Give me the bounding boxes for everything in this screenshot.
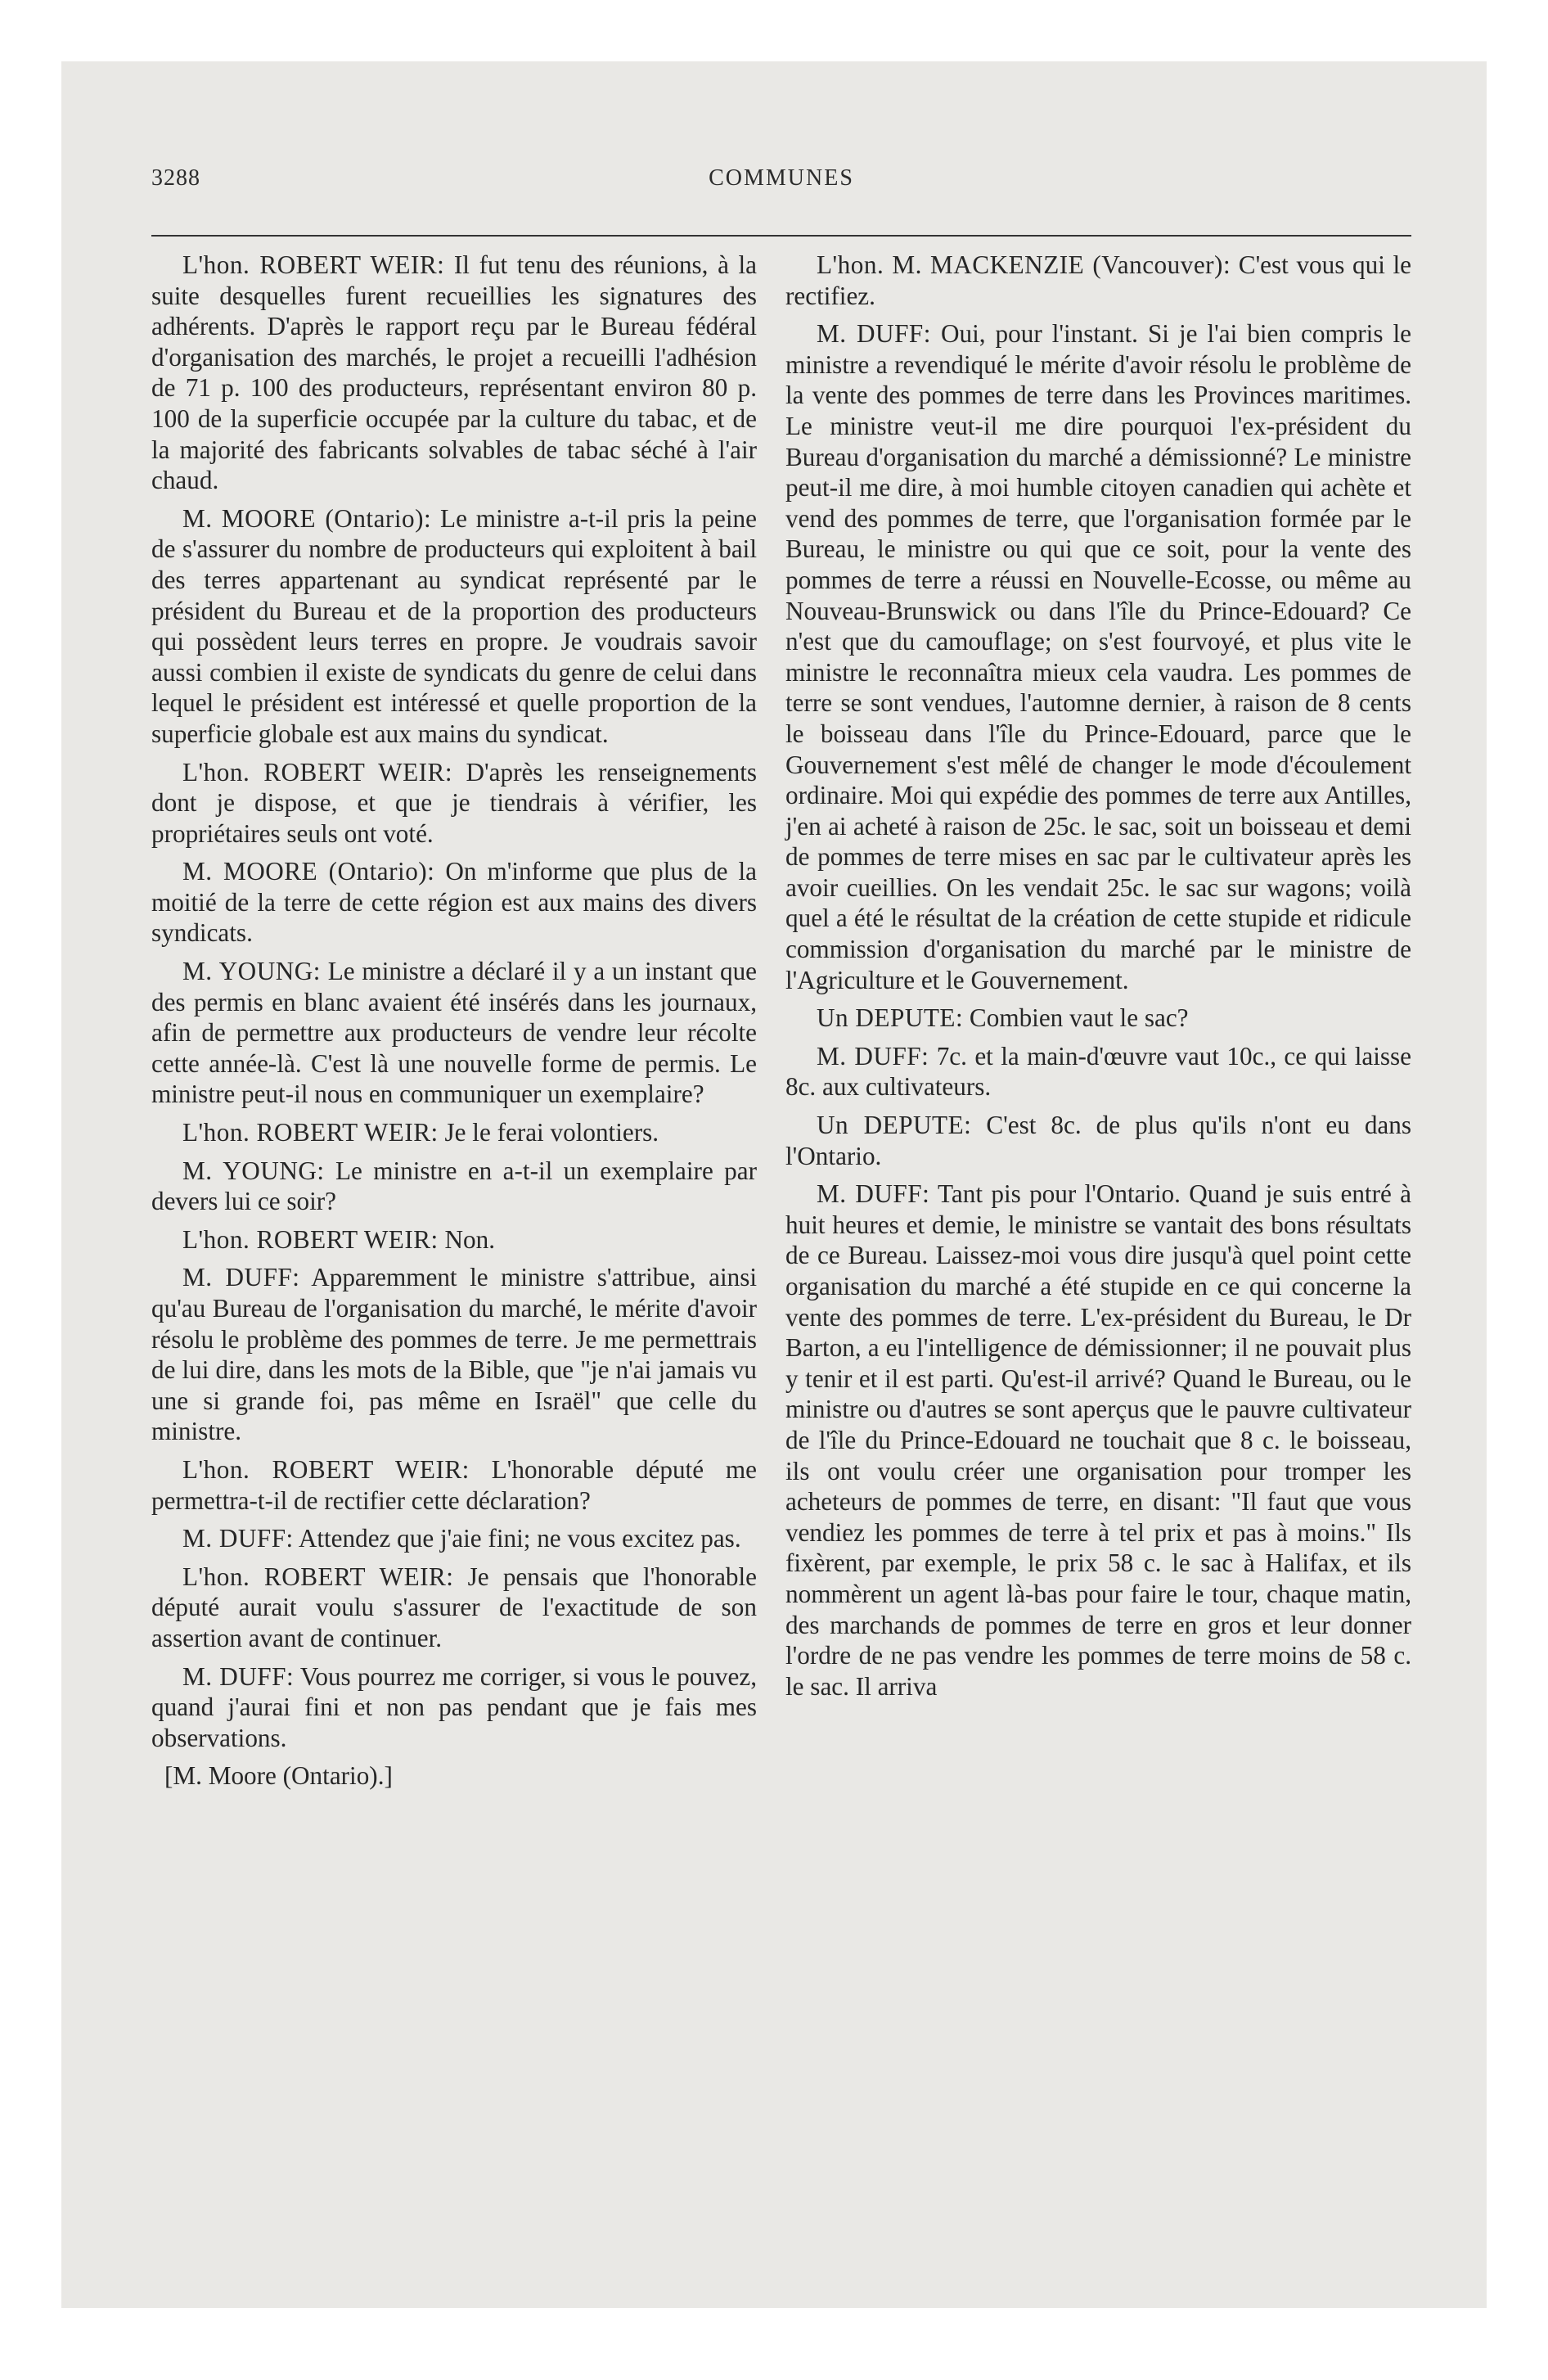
speech-paragraph xyxy=(151,856,757,949)
speaker-name: L'hon. ROBERT WEIR: xyxy=(182,1562,454,1591)
speech-text: Je le ferai volontiers. xyxy=(444,1118,659,1147)
page-footer-note: [M. Moore (Ontario).] xyxy=(164,1761,393,1791)
speaker-name: L'hon. M. MACKENZIE (Vancouver): xyxy=(817,250,1231,279)
right-column xyxy=(785,250,1411,1709)
speech-paragraph xyxy=(785,318,1411,995)
speaker-name: M. YOUNG: xyxy=(182,957,321,986)
speech-paragraph xyxy=(151,956,757,1110)
speech-paragraph xyxy=(151,1523,757,1554)
speaker-name: M. DUFF: xyxy=(182,1524,294,1553)
page-header xyxy=(151,165,1411,206)
speech-paragraph xyxy=(151,1156,757,1217)
speaker-name: M. DUFF: xyxy=(817,1179,930,1209)
speech-paragraph xyxy=(151,1224,757,1255)
speech-text: Il fut tenu des réunions, à la suite desquelles furent recueillies les signatures des adhérents. D'après le rapport reçu par le Bureau fédéral d'organisation des marchés, le projet a recueilli l'adhésion de 71 p. 100 des producteurs, représentant environ 80 p. 100 de la superficie occupée par la culture du tabac, et de la majorité des fabricants solvables de tabac séché à l'air chaud. xyxy=(151,250,758,495)
speech-paragraph xyxy=(785,1110,1411,1171)
speech-paragraph xyxy=(151,1661,757,1754)
speech-paragraph xyxy=(151,1262,757,1447)
speech-text: D'après les renseignements dont je dispose, et que je tiendrais à vérifier, les propriétaires seuls ont voté. xyxy=(151,757,757,848)
speech-text: C'est vous qui le rectifiez. xyxy=(785,250,1412,310)
speech-text: C'est 8c. de plus qu'ils n'ont eu dans l'Ontario. xyxy=(785,1111,1411,1170)
speaker-name: M. DUFF: xyxy=(817,319,931,349)
speaker-name: M. YOUNG: xyxy=(182,1156,325,1185)
speaker-name: M. DUFF: xyxy=(182,1263,300,1292)
speech-paragraph xyxy=(785,1041,1411,1102)
speaker-name: L'hon. ROBERT WEIR: xyxy=(182,757,453,787)
speech-text: Non. xyxy=(444,1224,496,1254)
speaker-name: Un DEPUTE: xyxy=(817,1111,972,1140)
speaker-name: M. DUFF: xyxy=(182,1661,295,1691)
speech-paragraph xyxy=(151,250,757,496)
speaker-name: L'hon. ROBERT WEIR: xyxy=(182,250,445,279)
page-number: 3288 xyxy=(151,165,200,191)
speaker-name: Un DEPUTE: xyxy=(817,1003,964,1033)
header-rule xyxy=(151,235,1411,237)
speech-text: Attendez que j'aie fini; ne vous excitez pas. xyxy=(298,1524,741,1553)
speech-text: Le ministre a déclaré il y a un instant que des permis en blanc avaient été insérés dans les journaux, afin de permettre aux producteurs de vendre leur récolte cette année-là. C'est là une nouvelle forme de permis. Le ministre peut-il nous en communiquer un exemplaire? xyxy=(151,957,758,1109)
speech-text: Tant pis pour l'Ontario. Quand je suis entré à huit heures et demie, le ministre se vantait des bons résultats de ce Bureau. Laissez-moi vous dire jusqu'à quel point cette organisation du marché a été stupide en ce qui concerne la vente des pommes de terre. L'ex-président du Bureau, le Dr Barton, a eu l'intelligence de démissionner; il ne pouvait plus y tenir et il est parti. Qu'est-il arrivé? Quand le Bureau, ou le ministre ou d'autres se sont aperçus que le pauvre cultivateur de l'île du Prince-Edouard ne touchait que 8 c. le boisseau, ils ont voulu créer une organisation pour tromper les acheteurs de pommes de terre, en disant: "Il faut que vous vendiez les pommes de terre à tel prix et pas à moins." Ils fixèrent, par exemple, le prix 58 c. le sac à Halifax, et ils nommèrent un agent là-bas pour faire le tour, chaque matin, des marchands de pommes de terre en gros et leur donner l'ordre de ne pas vendre les pommes de terre moins de 58 c. le sac. Il arriva xyxy=(785,1179,1411,1701)
speech-text: Je pensais que l'honorable député aurait voulu s'assurer de l'exactitude de son assertion avant de continuer. xyxy=(151,1562,758,1652)
left-column xyxy=(151,250,757,1799)
speech-paragraph xyxy=(151,757,757,850)
speech-paragraph xyxy=(785,1003,1411,1034)
speech-paragraph xyxy=(151,503,757,750)
speaker-name: M. DUFF: xyxy=(817,1041,929,1071)
speech-paragraph xyxy=(785,1179,1411,1702)
speech-paragraph xyxy=(151,1562,757,1654)
speech-text: 7c. et la main-d'œuvre vaut 10c., ce qui laisse 8c. aux cultivateurs. xyxy=(785,1041,1412,1102)
speech-text: Le ministre a-t-il pris la peine de s'assurer du nombre de producteurs qui exploitent à bail des terres appartenant au syndicat représenté par le président du Bureau et de la proportion des producteurs qui possèdent leurs terres en propre. Je voudrais savoir aussi combien il existe de syndicats du genre de celui dans lequel le président est intéressé et quelle proportion de la superficie globale est aux mains du syndicat. xyxy=(151,503,757,748)
speech-text: Apparemment le ministre s'attribue, ainsi qu'au Bureau de l'organisation du marché, le mérite d'avoir résolu le problème des pommes de terre. Je me permettrais de lui dire, dans les mots de la Bible, que "je n'ai jamais vu une si grande foi, pas même en Israël" que celle du ministre. xyxy=(151,1263,757,1446)
speaker-name: L'hon. ROBERT WEIR: xyxy=(182,1118,439,1147)
speech-paragraph xyxy=(151,1454,757,1516)
speech-text: Le ministre en a-t-il un exemplaire par devers lui ce soir? xyxy=(151,1156,757,1216)
page-title: COMMUNES xyxy=(709,165,854,191)
speaker-name: L'hon. ROBERT WEIR: xyxy=(182,1454,470,1484)
speech-text: On m'informe que plus de la moitié de la terre de cette région est aux mains des divers syndicats. xyxy=(151,857,758,948)
speaker-name: M. MOORE (Ontario): xyxy=(182,857,435,886)
speaker-name: M. MOORE (Ontario): xyxy=(182,503,432,533)
speech-paragraph xyxy=(785,250,1411,311)
speech-text: Oui, pour l'instant. Si je l'ai bien compris le ministre a revendiqué le mérite d'avoir résolu le problème de la vente des pommes de terre dans les Provinces maritimes. Le ministre veut-il me dire pourquoi l'ex-président du Bureau d'organisation du marché a démissionné? Le ministre peut-il me dire, à moi humble citoyen canadien qui achète et vend des pommes de terre, que l'organisation formée par le Bureau, le ministre ou qui que ce soit, pour la vente des pommes de terre a réussi en Nouvelle-Ecosse, ou même au Nouveau-Brunswick ou dans l'île du Prince-Edouard? Ce n'est que du camouflage; on s'est fourvoyé, et plus vite le ministre le reconnaîtra mieux cela vaudra. Les pommes de terre se sont vendues, l'automne dernier, à raison de 8 cents le boisseau dans l'île du Prince-Edouard, parce que le Gouvernement s'est mêlé de changer le mode d'écoulement ordinaire. Moi qui expédie des pommes de terre aux Antilles, j'en ai acheté à raison de 25c. le sac, soit un boisseau et demi de pommes de terre mises en sac par le cultivateur après les avoir cueillies. On les vendait 25c. le sac sur wagons; voilà quel a été le résultat de la création de cette stupide et ridicule commission d'organisation du marché par le ministre de l'Agriculture et le Gouvernement. xyxy=(785,319,1411,994)
speech-text: L'honorable député me permettra-t-il de rectifier cette déclaration? xyxy=(151,1454,758,1515)
speech-text: Combien vaut le sac? xyxy=(969,1003,1189,1033)
speech-text: Vous pourrez me corriger, si vous le pouvez, quand j'aurai fini et non pas pendant que je fais mes observations. xyxy=(151,1661,758,1752)
speech-paragraph xyxy=(151,1117,757,1148)
speaker-name: L'hon. ROBERT WEIR: xyxy=(182,1224,439,1254)
